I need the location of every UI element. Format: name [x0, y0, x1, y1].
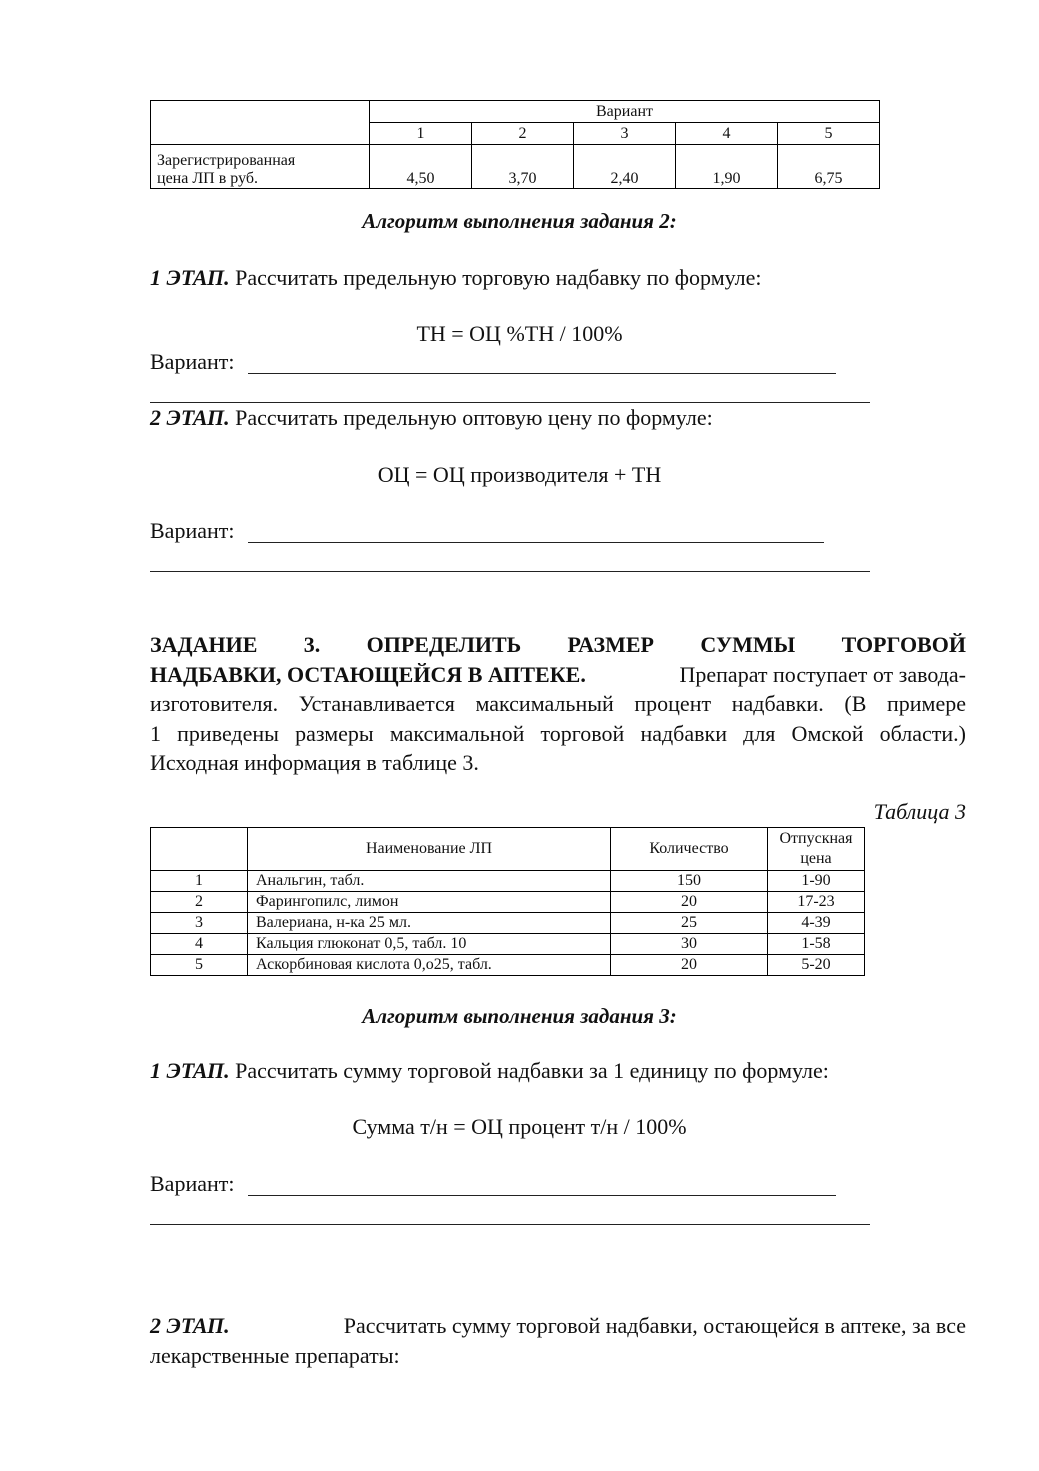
- table-row: [151, 871, 865, 892]
- task3-algorithm-heading: Алгоритм выполнения задания 3:: [362, 1004, 677, 1028]
- table3-cell-name: Валериана, н-ка 25 мл.: [248, 913, 611, 934]
- task3-title-word: 3.: [303, 632, 321, 657]
- task3-intro-line3: изготовителя. Устанавливается максимальный процент надбавки. (В примере: [150, 691, 966, 716]
- table1-variant-number: 1: [370, 123, 472, 145]
- table3-cell-price: 1-90: [768, 871, 865, 892]
- task3-formula: Сумма т/н = ОЦ процент т/н / 100%: [352, 1114, 687, 1139]
- task3-intro: [150, 630, 966, 778]
- task3-stage2-label: 2 ЭТАП.: [150, 1313, 230, 1338]
- table3-cell-name: Кальция глюконат 0,5, табл. 10: [248, 934, 611, 955]
- task2-answer-line-4[interactable]: [150, 571, 870, 572]
- task3-stage1-text: Рассчитать сумму торговой надбавки за 1 единицу по формуле:: [235, 1058, 829, 1083]
- task3-stage1: [150, 1058, 829, 1084]
- table3-cell-qty: 150: [611, 871, 768, 892]
- task3-title-line2: НАДБАВКИ, ОСТАЮЩЕЙСЯ В АПТЕКЕ.: [150, 661, 586, 687]
- table1-price-cell: 6,75: [778, 145, 880, 189]
- table3-cell-price: 1-58: [768, 934, 865, 955]
- table3-cell-qty: 20: [611, 892, 768, 913]
- task2-stage1-text: Рассчитать предельную торговую надбавку по формуле:: [235, 265, 762, 290]
- task2-answer-line-2[interactable]: [150, 402, 870, 403]
- task3-stage2-line1: [150, 1311, 966, 1341]
- task2-variant-label-1: Вариант:: [150, 349, 235, 374]
- task2-formula2: ОЦ = ОЦ производителя + ТН: [377, 462, 662, 487]
- task3-title-line1: [150, 630, 966, 660]
- task3-title-word: ОПРЕДЕЛИТЬ: [366, 632, 522, 657]
- task3-stage2: [150, 1311, 966, 1370]
- table-row: [151, 913, 865, 934]
- table1-row-label-line1: Зарегистрированная: [157, 152, 296, 169]
- task3-title-word: РАЗМЕР: [567, 632, 654, 657]
- task2-answer-line-3[interactable]: [248, 542, 824, 543]
- table3-cell-price: 17-23: [768, 892, 865, 913]
- table3-caption: Таблица 3: [873, 799, 966, 824]
- task3-intro-line2-rest: Препарат поступает от завода-: [679, 661, 966, 687]
- task2-stage1-label: 1 ЭТАП.: [150, 265, 230, 290]
- table1-variant-number: 3: [574, 123, 676, 145]
- table1-variant-number: 5: [778, 123, 880, 145]
- drugs-table: [150, 827, 865, 976]
- task3-intro-line4: 1 приведены размеры максимальной торговой надбавки для Омской области.): [150, 720, 966, 746]
- task3-answer-line-2[interactable]: [150, 1224, 870, 1225]
- table1-row-label: [151, 145, 370, 189]
- table3-header-num: [151, 828, 248, 871]
- table1-row-label-line2: цена ЛП в руб.: [157, 170, 259, 187]
- task2-stage2: [150, 405, 713, 431]
- table1-price-cell: 3,70: [472, 145, 574, 189]
- task3-stage2-line1-text: Рассчитать сумму торговой надбавки, остающейся в аптеке, за все: [343, 1313, 966, 1338]
- table1-price-cell: 4,50: [370, 145, 472, 189]
- table1-variant-number: 2: [472, 123, 574, 145]
- table1-price-cell: 1,90: [676, 145, 778, 189]
- table3-header-name: Наименование ЛП: [248, 828, 611, 871]
- table3-cell-num: 3: [151, 913, 248, 934]
- table-row: [151, 934, 865, 955]
- task3-title-word: ТОРГОВОЙ: [841, 632, 966, 657]
- table1-price-cell: 2,40: [574, 145, 676, 189]
- task3-answer-line-1[interactable]: [248, 1195, 836, 1196]
- table3-cell-num: 5: [151, 955, 248, 976]
- task3-stage2-line2: лекарственные препараты:: [150, 1342, 400, 1368]
- table3-cell-qty: 25: [611, 913, 768, 934]
- table3-header-price-line1: Отпускная: [779, 830, 853, 847]
- task2-stage2-label: 2 ЭТАП.: [150, 405, 230, 430]
- table3-cell-price: 5-20: [768, 955, 865, 976]
- task2-variant-label-2: Вариант:: [150, 518, 235, 543]
- table3-cell-qty: 20: [611, 955, 768, 976]
- table1-group-header: Вариант: [370, 101, 880, 123]
- task3-title-word: ЗАДАНИЕ: [150, 632, 258, 657]
- task3-intro-line5: Исходная информация в таблице 3.: [150, 750, 479, 775]
- table1-empty-corner: [151, 101, 370, 145]
- table3-cell-name: Аскорбиновая кислота 0,о25, табл.: [248, 955, 611, 976]
- task2-answer-line-1[interactable]: [248, 373, 836, 374]
- table3-cell-num: 4: [151, 934, 248, 955]
- price-variants-table: [150, 100, 880, 189]
- task2-stage2-text: Рассчитать предельную оптовую цену по формуле:: [235, 405, 713, 430]
- task3-variant-label: Вариант:: [150, 1171, 235, 1196]
- task3-stage1-label: 1 ЭТАП.: [150, 1058, 230, 1083]
- table-row: [151, 955, 865, 976]
- task2-formula1: ТН = ОЦ %ТН / 100%: [416, 321, 623, 346]
- table3-header-price: [768, 828, 865, 871]
- table3-cell-name: Анальгин, табл.: [248, 871, 611, 892]
- task2-stage1: [150, 265, 762, 291]
- table3-cell-price: 4-39: [768, 913, 865, 934]
- table3-cell-qty: 30: [611, 934, 768, 955]
- table3-header-price-line2: цена: [800, 850, 832, 867]
- table-row: [151, 892, 865, 913]
- task2-algorithm-heading: Алгоритм выполнения задания 2:: [362, 209, 677, 233]
- task3-intro-line2: [150, 660, 966, 690]
- table3-cell-num: 1: [151, 871, 248, 892]
- table1-variant-number: 4: [676, 123, 778, 145]
- task3-title-word: СУММЫ: [700, 632, 796, 657]
- table3-cell-name: Фарингопилс, лимон: [248, 892, 611, 913]
- table3-header-qty: Количество: [611, 828, 768, 871]
- table3-cell-num: 2: [151, 892, 248, 913]
